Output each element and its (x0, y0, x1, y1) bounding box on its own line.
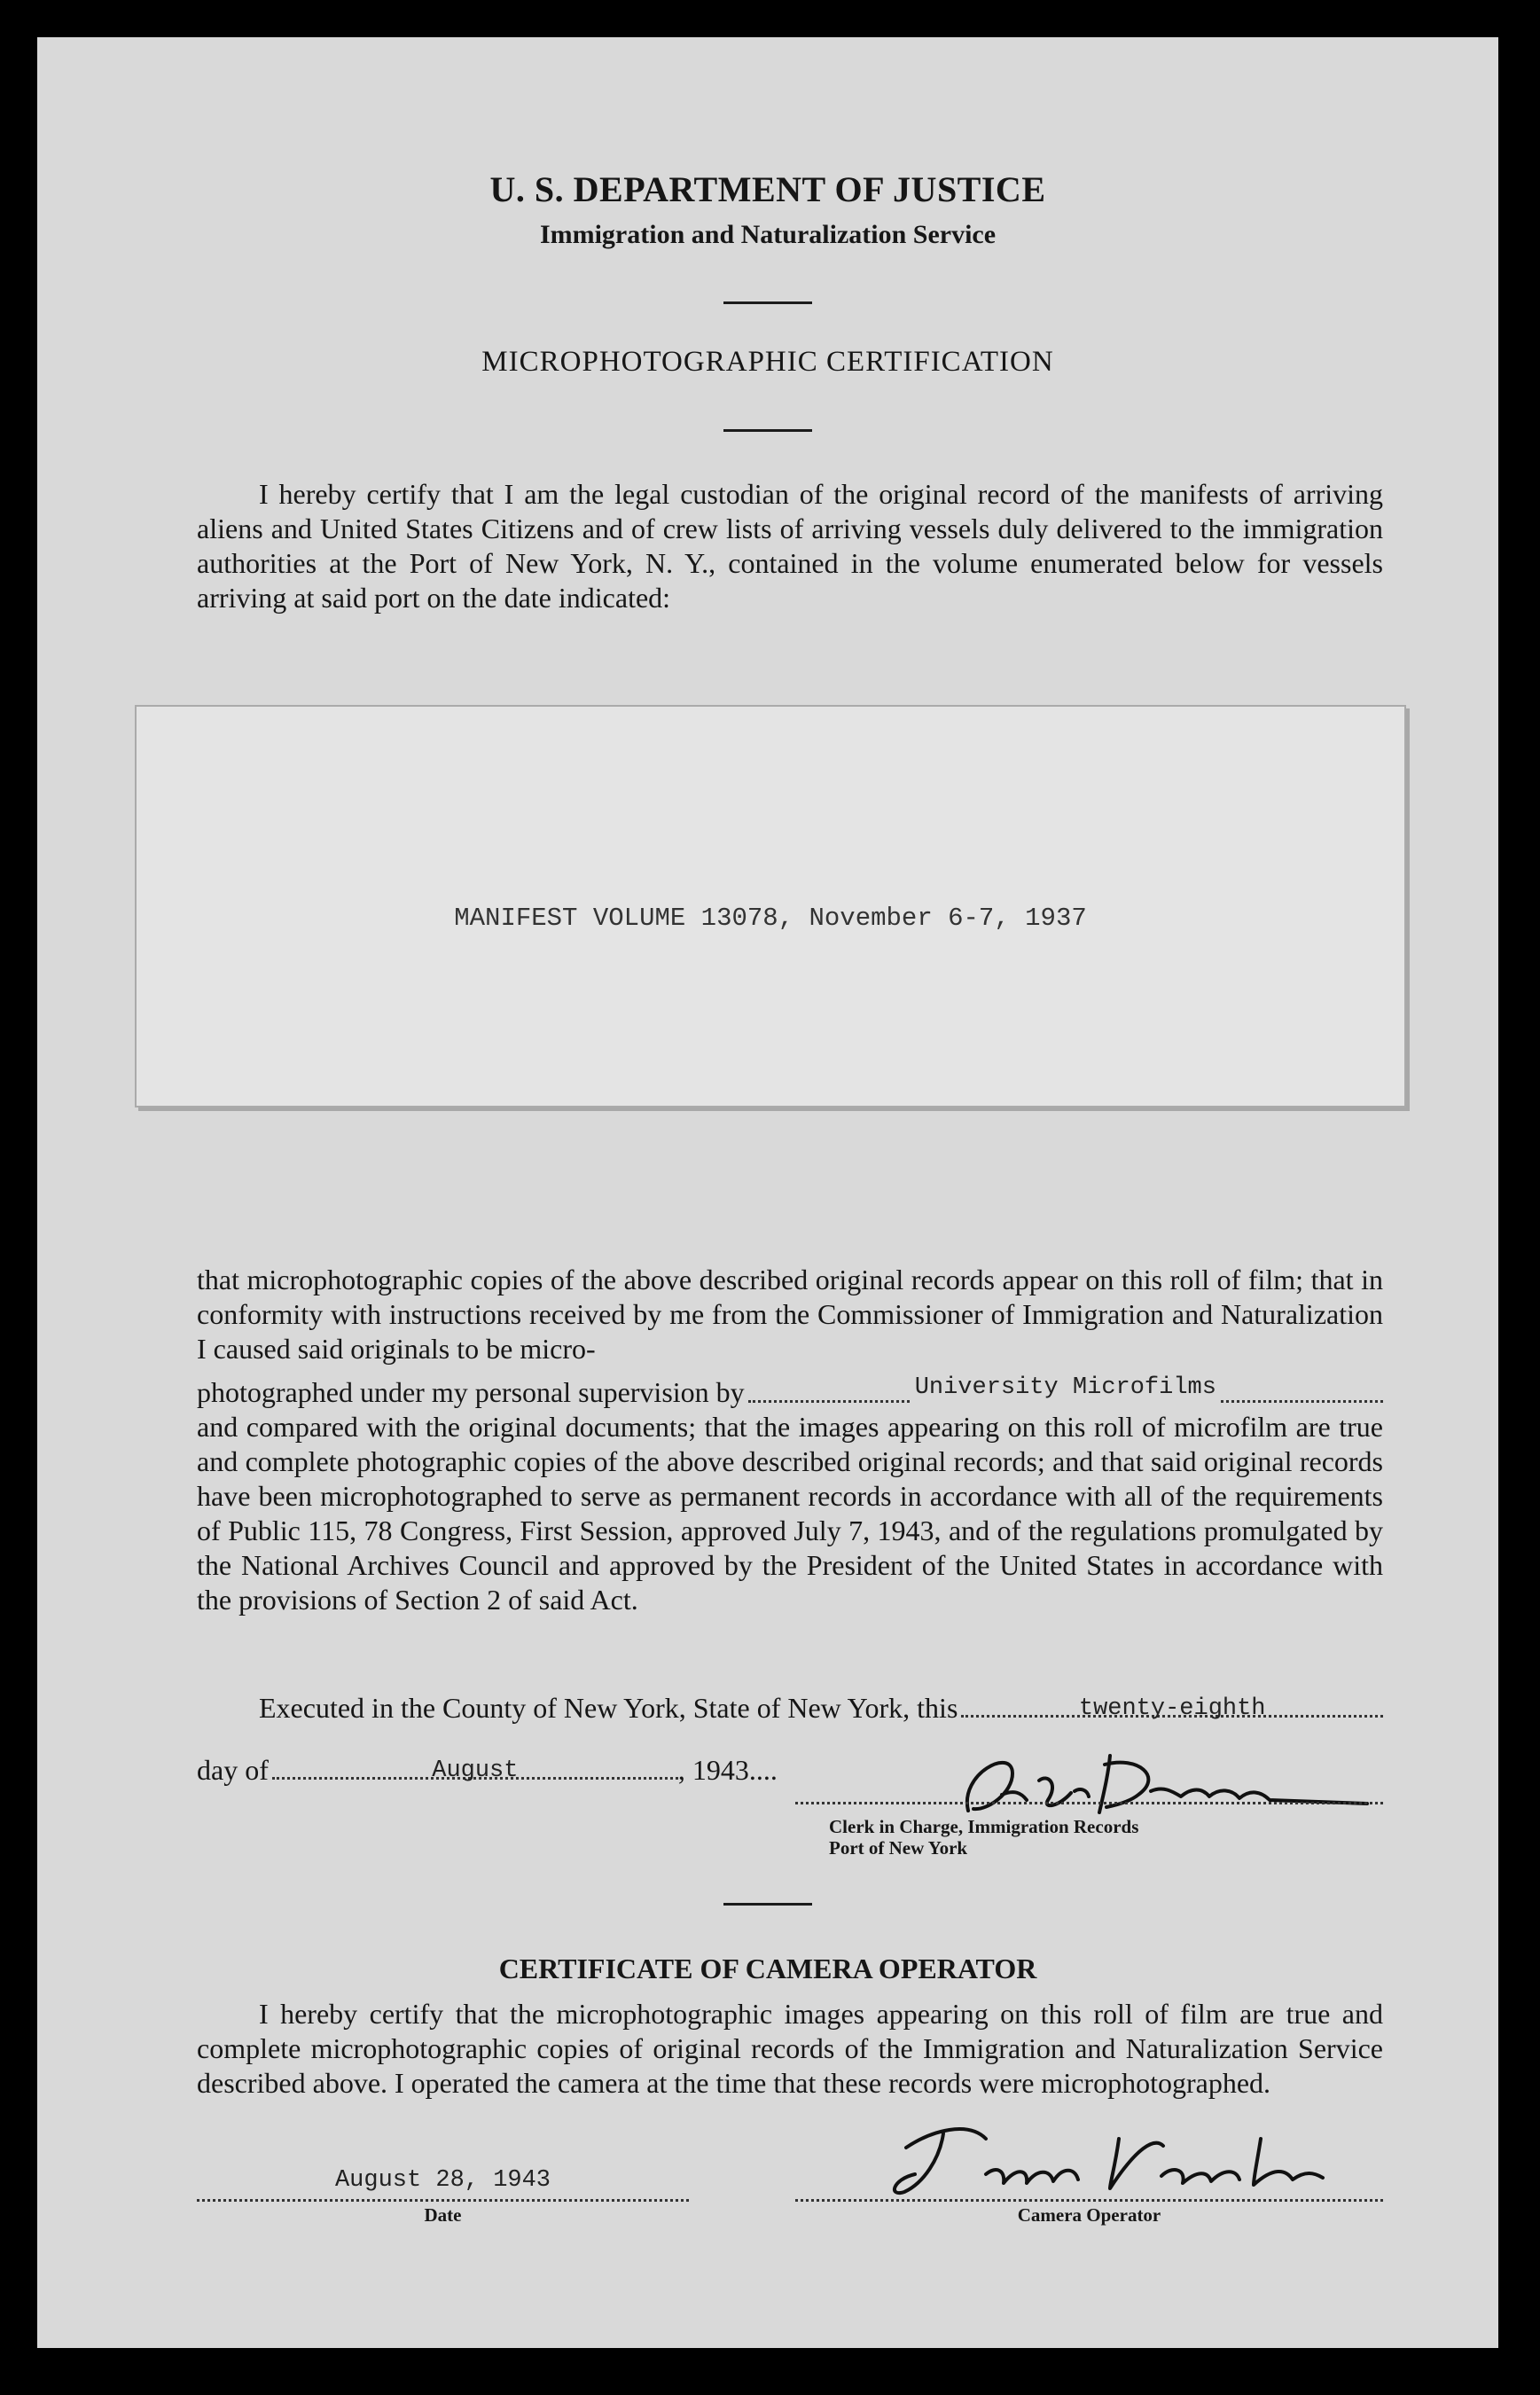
divider (723, 301, 812, 304)
year-text: , 1943.... (677, 1754, 778, 1786)
service-heading: Immigration and Naturalization Service (539, 220, 997, 249)
day-field (961, 1688, 1383, 1722)
camera-operator-signature (853, 2112, 1367, 2210)
month-value: August (432, 1757, 519, 1784)
day-of-line (197, 1750, 778, 1787)
divider (723, 1903, 812, 1906)
month-field (272, 1750, 678, 1784)
signature-label: Camera Operator (1017, 2204, 1161, 2226)
clerk-title-block (829, 1816, 1138, 1859)
body-line1: that microphotographic copies of the above described original records appear on this roll of film; that in conformity with instructions received by me from the Commissioner of Immigration and Naturalization I caused said originals to be micro- (197, 1264, 1383, 1365)
date-field (197, 2164, 689, 2202)
date-label: Date (424, 2204, 462, 2226)
body-line3: and compared with the original documents; that the images appearing on this roll of microfilm are true and complete photographic copies of the above described original records; and that said original records have been microphotographed to serve as permanent records in accordance with all of the requirements of Public 115, 78 Congress, First Session, approved July 7, 1943, and of the regulations promulgated by the National Archives Council and approved by the President of the United States in accordance with the provisions of Section 2 of said Act. (197, 1411, 1383, 1616)
supervision-prefix: photographed under my personal supervision by (197, 1376, 745, 1408)
intro-paragraph: I hereby certify that I am the legal custodian of the original record of the manifests of arriving aliens and United States Citizens and of crew lists of arriving vessels duly delivered to the immigration authorities at the Port of New York, N. Y., contained in the volume enumerated below for vessels arriving at said port on the date indicated: (197, 478, 1383, 614)
department-heading: U. S. DEPARTMENT OF JUSTICE (489, 169, 1046, 209)
certification-title: MICROPHOTOGRAPHIC CERTIFICATION (481, 346, 1054, 378)
divider (723, 429, 812, 432)
operator-signature-line (795, 2199, 1383, 2202)
executed-prefix: Executed in the County of New York, State of New York, this (259, 1692, 958, 1724)
body-paragraph (197, 1263, 1383, 1617)
signer-title: Clerk in Charge, Immigration Records (829, 1816, 1139, 1837)
microfilm-company: University Microfilms (911, 1371, 1220, 1405)
document-page (37, 37, 1498, 2348)
date-value: August 28, 1943 (334, 2167, 551, 2194)
supervision-line (197, 1370, 1383, 1410)
camera-operator-paragraph: I hereby certify that the microphotographic images appearing on this roll of film are true and complete microphotographic copies of original records of the Immigration and Naturalization Service described above. I operated the camera at the time that these records were microphotographed. (197, 1998, 1383, 2099)
signer-location: Port of New York (829, 1837, 968, 1859)
executed-line (259, 1688, 1383, 1725)
volume-label-box (135, 705, 1406, 1107)
day-value: twenty-eighth (1078, 1695, 1266, 1722)
clerk-signature-line (795, 1802, 1383, 1804)
volume-text: MANIFEST VOLUME 13078, November 6-7, 1937 (454, 904, 1087, 933)
company-field (748, 1370, 1383, 1403)
camera-operator-title: CERTIFICATE OF CAMERA OPERATOR (498, 1953, 1037, 1984)
day-of-label: day of (197, 1754, 269, 1786)
